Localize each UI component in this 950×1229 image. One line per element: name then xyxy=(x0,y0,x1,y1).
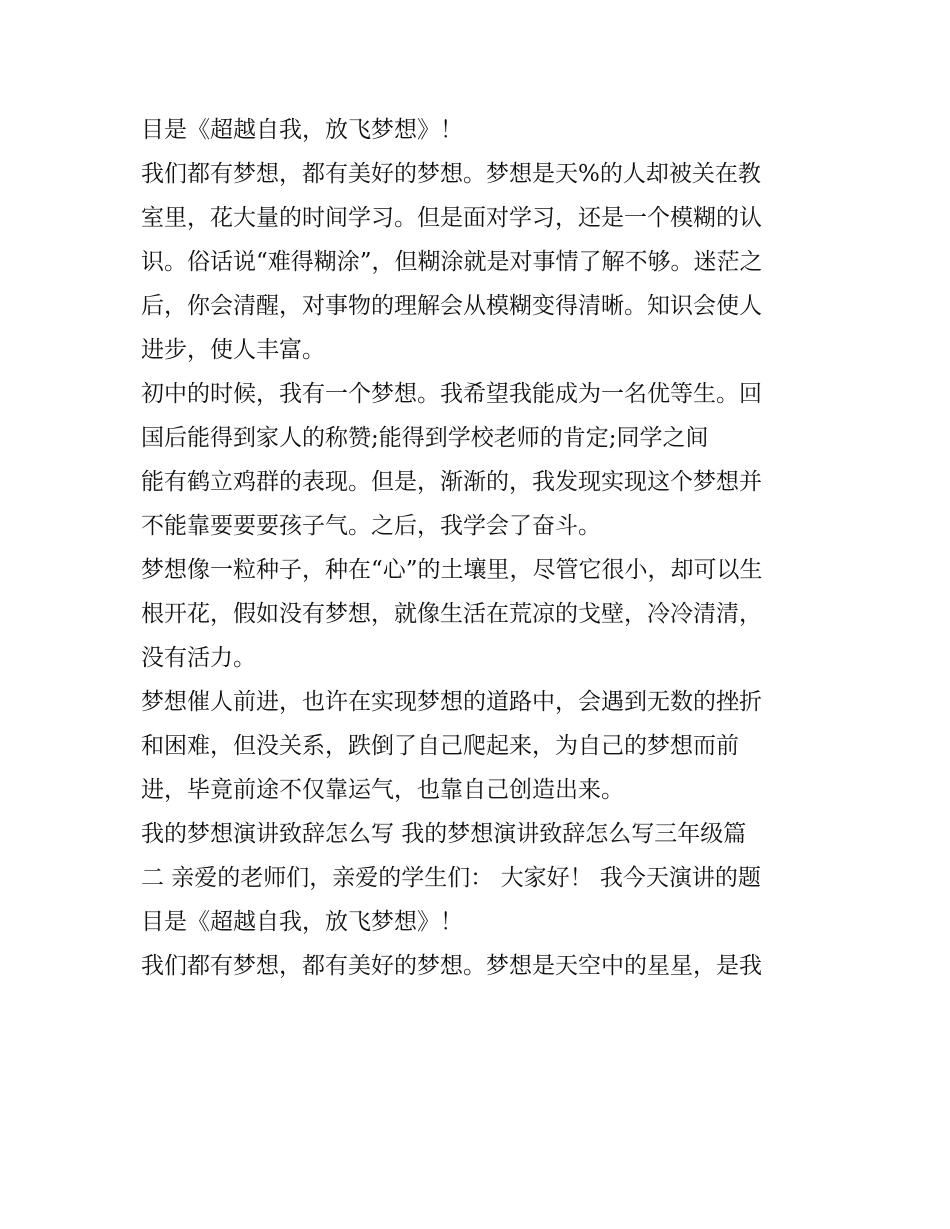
text-line-14: 梦想催人前进，也许在实现梦想的道路中，会遇到无数的挫折 xyxy=(141,689,762,715)
text-line-19: 目是《超越自我，放飞梦想》！ xyxy=(141,909,463,935)
text-line-16: 进，毕竟前途不仅靠运气，也靠自己创造出来。 xyxy=(141,777,624,803)
document-body xyxy=(141,108,813,988)
text-line-5: 后，你会清醒，对事物的理解会从模糊变得清晰。知识会使人 xyxy=(141,293,762,319)
text-line-10: 不能靠要要要孩子气。之后，我学会了奋斗。 xyxy=(141,513,601,539)
text-line-17: 我的梦想演讲致辞怎么写 我的梦想演讲致辞怎么写三年级篇 xyxy=(141,821,747,847)
text-line-13: 没有活力。 xyxy=(141,645,256,671)
text-line-11: 梦想像一粒种子，种在“心”的土壤里，尽管它很小，却可以生 xyxy=(141,557,763,583)
text-line-20: 我们都有梦想，都有美好的梦想。梦想是天空中的星星，是我 xyxy=(141,953,762,979)
text-line-6: 进步，使人丰富。 xyxy=(141,337,325,363)
text-line-8: 国后能得到家人的称赞;能得到学校老师的肯定;同学之间 xyxy=(141,425,709,451)
text-line-3: 室里，花大量的时间学习。但是面对学习，还是一个模糊的认 xyxy=(141,205,762,231)
text-line-12: 根开花，假如没有梦想，就像生活在荒凉的戈壁，冷冷清清， xyxy=(141,601,762,627)
text-line-4: 识。俗话说“难得糊涂”，但糊涂就是对事情了解不够。迷茫之 xyxy=(141,249,763,275)
text-line-1: 目是《超越自我，放飞梦想》！ xyxy=(141,117,463,143)
text-line-2: 我们都有梦想，都有美好的梦想。梦想是天%的人却被关在教 xyxy=(141,161,761,187)
text-line-15: 和困难，但没关系，跌倒了自己爬起来，为自己的梦想而前 xyxy=(141,733,739,759)
text-line-9: 能有鹤立鸡群的表现。但是，渐渐的，我发现实现这个梦想并 xyxy=(141,469,762,495)
text-line-7: 初中的时候，我有一个梦想。我希望我能成为一名优等生。回 xyxy=(141,381,762,407)
text-line-18: 二 亲爱的老师们，亲爱的学生们： 大家好！ 我今天演讲的题 xyxy=(141,865,761,891)
